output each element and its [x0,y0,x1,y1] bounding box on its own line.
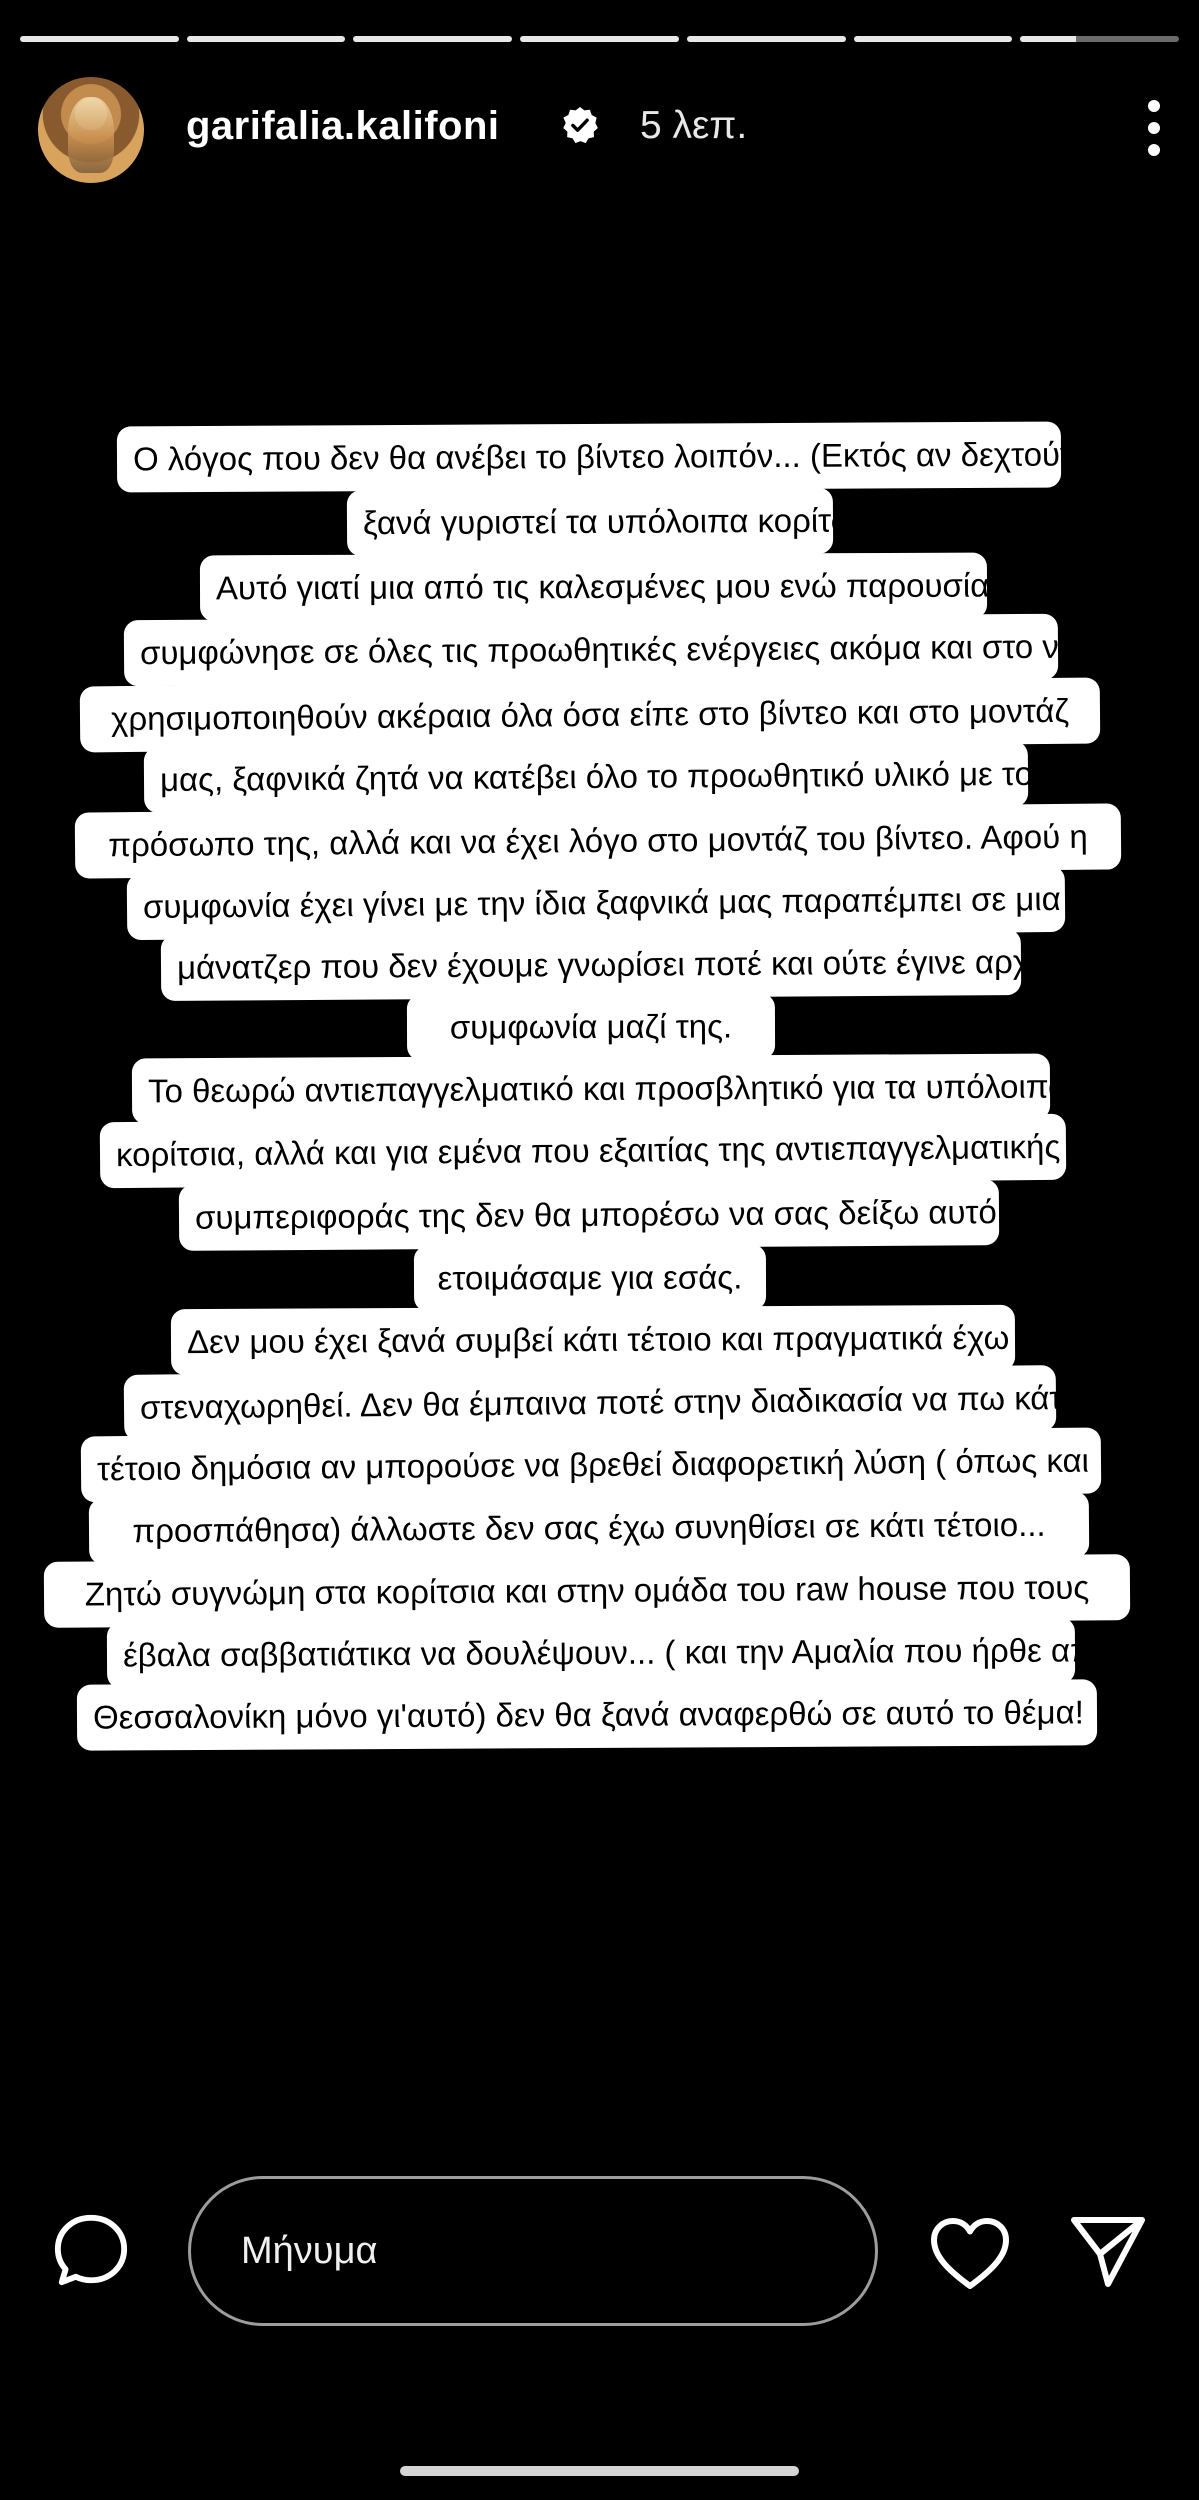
story-text-line: Ο λόγος που δεν θα ανέβει το βίντεο λοιπόν... (Εκτός αν δεχτούν να [117,422,1061,493]
progress-segment [687,36,846,42]
progress-segment [520,36,679,42]
story-text-line: συμφώνησε σε όλες τις προωθητικές ενέργειες ακόμα και στο να [124,614,1058,687]
story-text-line: πρόσωπο της, αλλά και να έχει λόγο στο μοντάζ του βίντεο. Αφού η [75,803,1122,878]
send-icon[interactable] [1068,2214,1148,2290]
message-input[interactable] [188,2176,878,2326]
story-text-line: μάνατζερ που δεν έχουμε γνωρίσει ποτέ και ούτε έγινε αρχική [161,929,1021,1001]
story-text-line: συμφωνία μαζί της. [407,993,775,1060]
story-text-line: προσπάθησα) άλλωστε δεν σας έχω συνηθίσει σε κάτι τέτοιο... [89,1492,1089,1565]
verified-badge-icon [561,106,599,144]
progress-segment [1020,36,1179,42]
progress-segment [854,36,1013,42]
story-text-line: τέτοιο δημόσια αν μπορούσε να βρεθεί διαφορετική λύση ( όπως και [81,1428,1102,1503]
story-text-line: χρησιμοποιηθούν ακέραια όλα όσα είπε στο βίντεο και στο μοντάζ [80,678,1101,753]
story-text-line: Αυτό γιατί μια από τις καλεσμένες μου ενώ παρουσία όλων [199,553,986,622]
story-text-line: στεναχωρηθεί. Δεν θα έμπαινα ποτέ στην διαδικασία να πω κάτι [124,1365,1057,1441]
story-text-line: κορίτσια, αλλά και για εμένα που εξαιτίας της αντιεπαγγελματικής [100,1114,1067,1188]
story-text-line: Θεσσαλονίκη μόνο γι'αυτό) δεν θα ξανά αναφερθώ σε αυτό το θέμα! [77,1679,1097,1750]
more-vertical-icon[interactable] [1144,100,1164,156]
story-header [38,72,1168,192]
avatar[interactable] [38,77,144,183]
story-text-line: Ζητώ συγνώμη στα κορίτσια και στην ομάδα του raw house που τους [44,1554,1130,1628]
story-text-line: συμφωνία έχει γίνει με την ίδια ξαφνικά μας παραπέμπει σε μια [127,866,1066,940]
username[interactable]: garifalia.kalifoni [186,104,500,148]
post-time: 5 λεπ. [640,104,748,147]
home-indicator[interactable] [400,2466,799,2476]
story-text-line: έβαλα σαββατιάτικα να δουλέψουν... ( και την Αμαλία που ήρθε από [107,1617,1075,1688]
story-text-line: ξανά γυριστεί τα υπόλοιπα κορίτσια) [347,488,833,557]
progress-segment [187,36,346,42]
chat-bubble-icon[interactable] [52,2212,130,2290]
story-text-line: Το θεωρώ αντιεπαγγελματικό και προσβλητικό για τα υπόλοιπα [132,1054,1050,1125]
heart-icon[interactable] [928,2216,1012,2292]
progress-segment [20,36,179,42]
story-progress [20,36,1179,42]
story-text-line: ετοιμάσαμε για εσάς. [414,1244,766,1311]
story-text-line: μας, ξαφνικά ζητά να κατέβει όλο το προωθητικό υλικό με το [144,741,1028,813]
progress-segment [353,36,512,42]
story-text-line: Δεν μου έχει ξανά συμβεί κάτι τέτοιο και πραγματικά έχω [171,1305,1015,1375]
story-text-line: συμπεριφοράς της δεν θα μπορέσω να σας δείξω αυτό που [179,1179,999,1251]
